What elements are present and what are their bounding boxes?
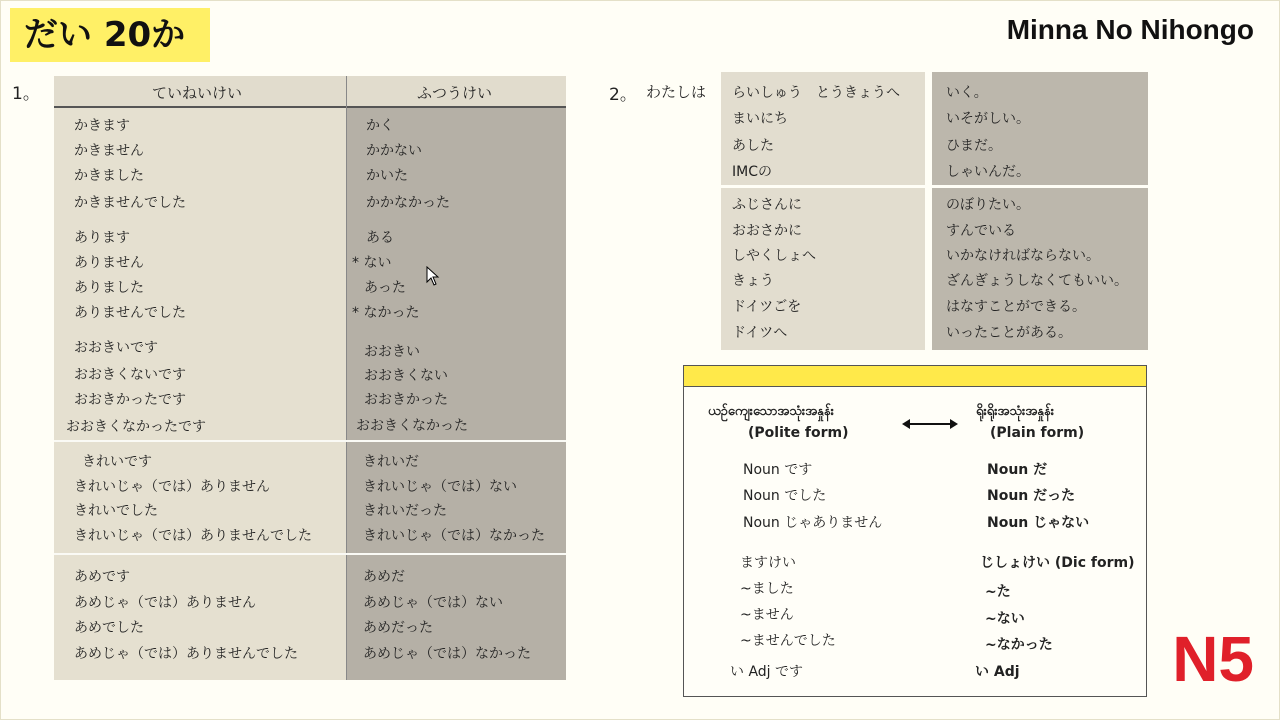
table-header [54,76,566,108]
phrase-cell: いそがしい。 [946,111,1030,127]
plain-cell: あめじゃ（では）なかった [363,646,531,662]
time-place-box [721,72,925,185]
object-box [721,188,925,350]
phrase-cell: いったことがある。 [946,325,1072,341]
phrase-cell: ざんぎょうしなくてもいい。 [946,273,1128,289]
phrase-cell: まいにち [732,111,788,127]
polite-cell: ありません [74,255,144,271]
phrase-cell: のぼりたい。 [946,197,1030,213]
polite-cell: あります [74,230,130,246]
polite-noun: Noun じゃありません [743,515,883,531]
plain-cell: かかない [366,143,422,159]
subject-label: わたしは [646,83,707,101]
polite-cell: おおきいです [74,340,158,356]
plain-verb: ~た [985,584,1011,600]
plain-cell: おおきかった [364,392,448,408]
phrase-cell: おおさかに [732,223,802,239]
phrase-cell: すんでいる [946,223,1016,239]
polite-noun: Noun です [743,462,813,478]
level-badge: N5 [1172,623,1254,695]
polite-cell: あめです [74,569,130,585]
section-2-number: 2。 [609,85,637,105]
row-divider [54,440,566,442]
grammar-box [683,365,1147,697]
plain-cell: きれいだ [363,454,419,470]
polite-verb: ~ました [740,581,794,597]
plain-cell: きれいだった [363,503,447,519]
polite-cell: きれいでした [74,503,158,519]
predicate-box [932,72,1148,185]
plain-cell: あめだった [363,620,433,636]
mouse-cursor-icon [426,266,440,286]
plain-verb: じしょけい (Dic form) [980,555,1135,571]
plain-noun: Noun だ [987,462,1048,478]
plain-cell: かかなかった [366,195,450,211]
polite-cell: おおきくないです [74,367,186,383]
phrase-cell: ドイツごを [732,299,802,315]
plain-cell: かく [366,118,394,134]
plain-cell: * ない [352,255,392,271]
phrase-cell: いかなければならない。 [946,248,1100,264]
phrase-cell: しやくしょへ [732,248,816,264]
phrase-cell: らいしゅう とうきょうへ [732,85,900,101]
polite-cell: あめでした [74,620,144,636]
polite-subtitle: (Polite form) [748,425,849,441]
phrase-cell: ふじさんに [732,197,802,213]
plain-cell: ある [366,230,394,246]
plain-cell: おおきい [364,344,420,360]
polite-noun: Noun でした [743,488,827,504]
header-polite: ていねいけい [152,84,243,102]
polite-cell: おおきくなかったです [66,419,206,435]
plain-adjective: い Adj [975,664,1020,680]
polite-cell: かきません [74,143,144,159]
polite-verb: ~ませんでした [740,633,836,649]
polite-cell: きれいです [82,454,152,470]
polite-title: ယဉ်ကျေးသောအသုံးအနှုန်း [708,404,834,419]
grammar-box-header-bar [684,366,1146,387]
plain-cell: おおきくなかった [356,418,468,434]
lesson-title: だい 20か [10,8,210,62]
phrase-cell: ドイツへ [732,325,788,341]
plain-cell: あめだ [363,569,405,585]
polite-cell: あめじゃ（では）ありませんでした [74,646,298,662]
plain-noun: Noun じゃない [987,515,1090,531]
plain-subtitle: (Plain form) [990,425,1085,441]
column-divider [346,76,347,680]
polite-cell: おおきかったです [74,392,186,408]
double-arrow-icon [902,418,958,430]
polite-cell: きれいじゃ（では）ありませんでした [74,528,312,544]
polite-cell: かきます [74,118,130,134]
phrase-cell: IMCの [732,164,772,180]
plain-cell: * なかった [352,305,420,321]
plain-verb: ~ない [985,611,1025,627]
header-plain: ふつうけい [417,84,493,102]
conjugation-table [54,76,566,680]
phrase-cell: はなすことができる。 [946,299,1086,315]
phrase-cell: しゃいんだ。 [946,164,1030,180]
polite-adjective: い Adj です [730,664,804,680]
plain-cell: かいた [366,168,408,184]
brand-label: Minna No Nihongo [1006,14,1254,45]
polite-cell: きれいじゃ（では）ありません [74,479,270,495]
plain-cell: きれいじゃ（では）なかった [363,528,545,544]
plain-noun: Noun だった [987,488,1076,504]
polite-cell: ありました [74,280,144,296]
polite-cell: かきませんでした [74,195,186,211]
phrase-cell: ひまだ。 [946,138,1002,154]
row-divider [54,553,566,555]
plain-verb: ~なかった [985,637,1053,653]
polite-verb: ますけい [740,555,796,571]
section-1-number: 1。 [12,84,40,104]
plain-cell: あった [364,280,406,296]
plain-title: ရိုးရိုးအသုံးအနှုန်း [976,404,1055,419]
plain-cell: きれいじゃ（では）ない [363,479,517,495]
plain-cell: あめじゃ（では）ない [363,595,503,611]
phrase-cell: あした [732,138,774,154]
polite-verb: ~ません [740,607,794,623]
phrase-cell: きょう [732,273,774,289]
polite-cell: ありませんでした [74,305,186,321]
polite-cell: かきました [74,168,144,184]
phrase-cell: いく。 [946,85,988,101]
polite-cell: あめじゃ（では）ありません [74,595,256,611]
plain-cell: おおきくない [364,368,448,384]
verb-box [932,188,1148,350]
